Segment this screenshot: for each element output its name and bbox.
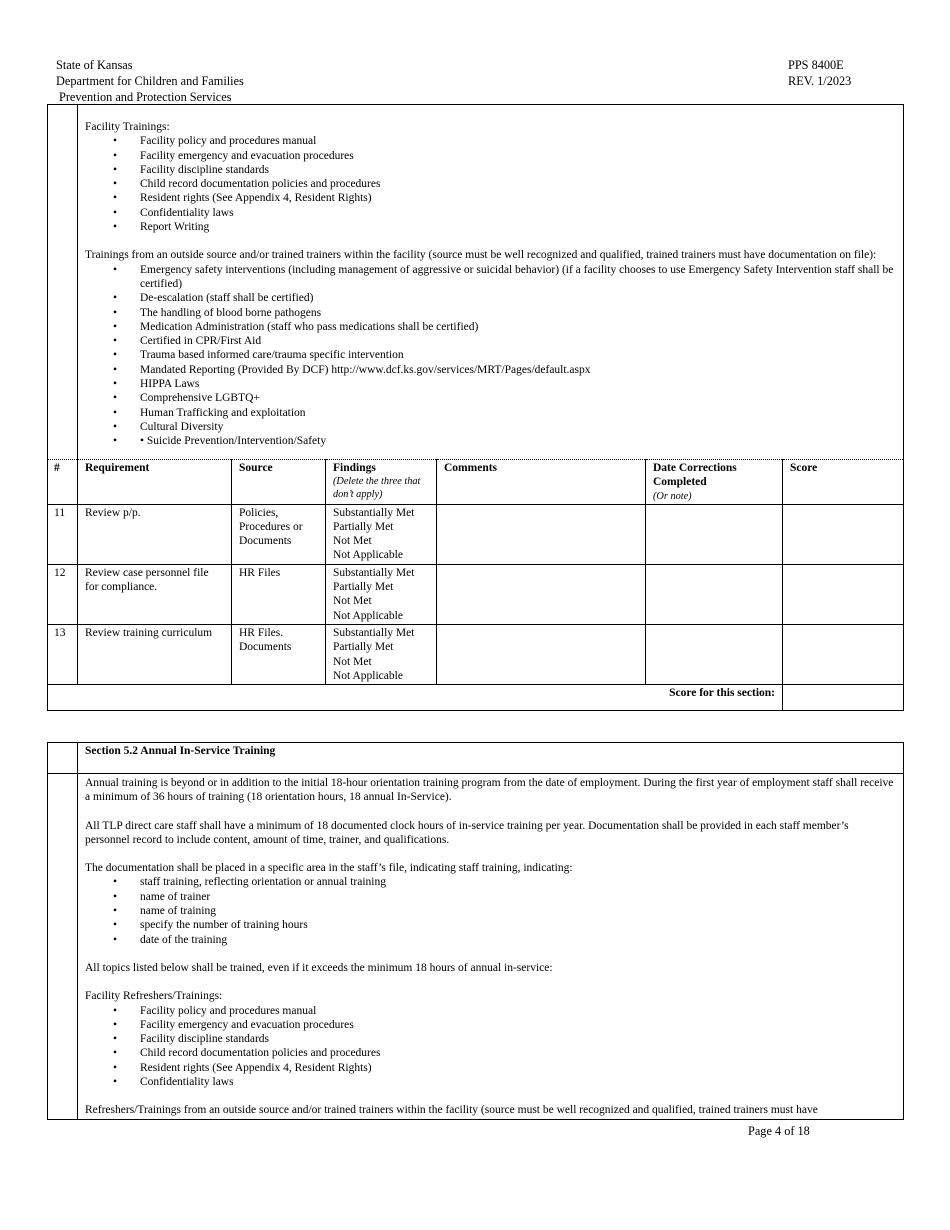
- paragraph: Refreshers/Trainings from an outside source and/or trained trainers within the facility (source must be well recognized and qualified, trained trainers must have: [85, 1104, 818, 1117]
- finding-option: Partially Met: [333, 581, 394, 594]
- paragraph: All topics listed below shall be trained, even if it exceeds the minimum 18 hours of annual in-service:: [85, 961, 553, 974]
- finding-option: Substantially Met: [333, 506, 415, 519]
- list-item: • staff training, reflecting orientation or annual training: [140, 875, 896, 889]
- row-comments[interactable]: [437, 624, 646, 684]
- row-source: HR Files: [232, 564, 326, 624]
- findings-note: (Delete the three that don’t apply): [333, 476, 421, 501]
- finding-option: Not Applicable: [333, 609, 403, 622]
- indent-cell: [48, 774, 78, 1120]
- list-item: • Facility policy and procedures manual: [140, 1004, 896, 1018]
- list-item: • name of training: [140, 904, 896, 918]
- findings-label: Findings: [333, 462, 376, 474]
- outside-trainings-intro: Trainings from an outside source and/or trained trainers within the facility (source must be well recognized and qualified, trained trainers must have documentation on file):: [85, 249, 877, 262]
- paragraph: All TLP direct care staff shall have a minimum of 18 documented clock hours of in-service training per year. Documentation shall be provided in each staff member’s personnel record to include content, amount of time, trainer, and qualifications.: [85, 819, 849, 846]
- header-division: Prevention and Protection Services: [59, 90, 232, 104]
- list-item: • Medication Administration (staff who pass medications shall be certified): [140, 320, 896, 334]
- score-label: Score for this section:: [48, 685, 783, 711]
- list-item: • Child record documentation policies and procedures: [140, 1046, 896, 1060]
- finding-option: Substantially Met: [333, 566, 415, 579]
- requirements-table: [47, 104, 904, 711]
- date-note: (Or note): [653, 490, 692, 502]
- finding-option: Not Applicable: [333, 669, 403, 682]
- refresher-heading: Facility Refreshers/Trainings:: [85, 990, 223, 1003]
- row-score[interactable]: [783, 504, 904, 564]
- row-date-corrections[interactable]: [646, 564, 783, 624]
- list-item: • Facility discipline standards: [140, 163, 896, 177]
- finding-option: Partially Met: [333, 520, 394, 533]
- list-item: • name of trainer: [140, 890, 896, 904]
- finding-option: Not Met: [333, 595, 372, 608]
- header-department: Department for Children and Families: [56, 74, 244, 88]
- row-requirement: Review training curriculum: [78, 624, 232, 684]
- col-header-num: #: [48, 460, 78, 505]
- row-date-corrections[interactable]: [646, 504, 783, 564]
- col-header-date: [646, 460, 783, 505]
- header-form-number: PPS 8400E: [788, 58, 844, 72]
- list-item: • Trauma based informed care/trauma specific intervention: [140, 348, 896, 362]
- table-row: [48, 624, 904, 684]
- list-item: • Resident rights (See Appendix 4, Resident Rights): [140, 1061, 896, 1075]
- outside-trainings-list: [85, 263, 896, 449]
- list-item: • Facility discipline standards: [140, 1032, 896, 1046]
- row-source: HR Files. Documents: [232, 624, 326, 684]
- row-number: 12: [48, 564, 78, 624]
- list-item: • Confidentiality laws: [140, 1075, 896, 1089]
- table-row: [48, 564, 904, 624]
- header-form-id: [788, 57, 851, 89]
- row-score[interactable]: [783, 624, 904, 684]
- table-row: [48, 504, 904, 564]
- col-header-score: Score: [783, 460, 904, 505]
- header-state: State of Kansas: [56, 58, 133, 72]
- row-findings: [326, 564, 437, 624]
- list-item: • Report Writing: [140, 220, 896, 234]
- page-number: Page 4 of 18: [748, 1124, 810, 1138]
- indent-cell: [48, 743, 78, 774]
- list-item: • Certified in CPR/First Aid: [140, 334, 896, 348]
- list-item: • Emergency safety interventions (including management of aggressive or suicidal behavior) (if a facility chooses to use Emergency Safety Intervention staff shall be certified): [140, 263, 896, 292]
- row-requirement: Review p/p.: [78, 504, 232, 564]
- row-comments[interactable]: [437, 504, 646, 564]
- list-item: • Resident rights (See Appendix 4, Resident Rights): [140, 191, 896, 205]
- col-header-comments: Comments: [437, 460, 646, 505]
- facility-trainings-list: [85, 134, 896, 234]
- header-agency: [56, 57, 244, 105]
- row-number: 13: [48, 624, 78, 684]
- finding-option: Not Met: [333, 535, 372, 548]
- paragraph: Annual training is beyond or in addition to the initial 18-hour orientation training program from the date of employment. During the first year of employment staff shall receive a minimum of 36 hours of training (18 orientation hours, 18 annual In-Service).: [85, 777, 894, 804]
- paragraph: The documentation shall be placed in a specific area in the staff’s file, indicating staff training, indicating:: [85, 862, 573, 875]
- finding-option: Substantially Met: [333, 626, 415, 639]
- list-item: • De-escalation (staff shall be certified): [140, 291, 896, 305]
- header-revision: REV. 1/2023: [788, 74, 852, 88]
- row-source: Policies, Procedures or Documents: [232, 504, 326, 564]
- training-requirements-text: [78, 105, 904, 460]
- table-header-row: [48, 460, 904, 505]
- date-label: Date Corrections Completed: [653, 462, 737, 489]
- list-item: • The handling of blood borne pathogens: [140, 306, 896, 320]
- section-title: Section 5.2 Annual In-Service Training: [78, 743, 904, 774]
- list-item: • Child record documentation policies and procedures: [140, 177, 896, 191]
- list-item: • date of the training: [140, 933, 896, 947]
- row-requirement: Review case personnel file for compliance.: [78, 564, 232, 624]
- list-item: • Facility policy and procedures manual: [140, 134, 896, 148]
- col-header-source: Source: [232, 460, 326, 505]
- finding-option: Not Met: [333, 655, 372, 668]
- list-item: • Human Trafficking and exploitation: [140, 406, 896, 420]
- finding-option: Not Applicable: [333, 549, 403, 562]
- list-item: • • Suicide Prevention/Intervention/Safety: [140, 434, 896, 448]
- col-header-requirement: Requirement: [78, 460, 232, 505]
- col-header-findings: [326, 460, 437, 505]
- refresher-list: [85, 1004, 896, 1090]
- indent-cell: [48, 105, 78, 460]
- list-item: • HIPPA Laws: [140, 377, 896, 391]
- score-row: [48, 685, 904, 711]
- row-findings: [326, 624, 437, 684]
- section-5-2-table: [47, 742, 904, 1120]
- row-number: 11: [48, 504, 78, 564]
- list-item: • Confidentiality laws: [140, 206, 896, 220]
- list-item: • specify the number of training hours: [140, 918, 896, 932]
- list-item: • Facility emergency and evacuation procedures: [140, 149, 896, 163]
- row-score[interactable]: [783, 564, 904, 624]
- finding-option: Partially Met: [333, 641, 394, 654]
- row-comments[interactable]: [437, 564, 646, 624]
- section-score[interactable]: [783, 685, 904, 711]
- row-date-corrections[interactable]: [646, 624, 783, 684]
- section-body: [78, 774, 904, 1120]
- list-item: • Mandated Reporting (Provided By DCF) http://www.dcf.ks.gov/services/MRT/Pages/default.aspx: [140, 363, 896, 377]
- list-item: • Facility emergency and evacuation procedures: [140, 1018, 896, 1032]
- facility-trainings-heading: Facility Trainings:: [85, 121, 170, 133]
- list-item: • Comprehensive LGBTQ+: [140, 391, 896, 405]
- row-findings: [326, 504, 437, 564]
- documentation-list: [85, 875, 896, 946]
- list-item: • Cultural Diversity: [140, 420, 896, 434]
